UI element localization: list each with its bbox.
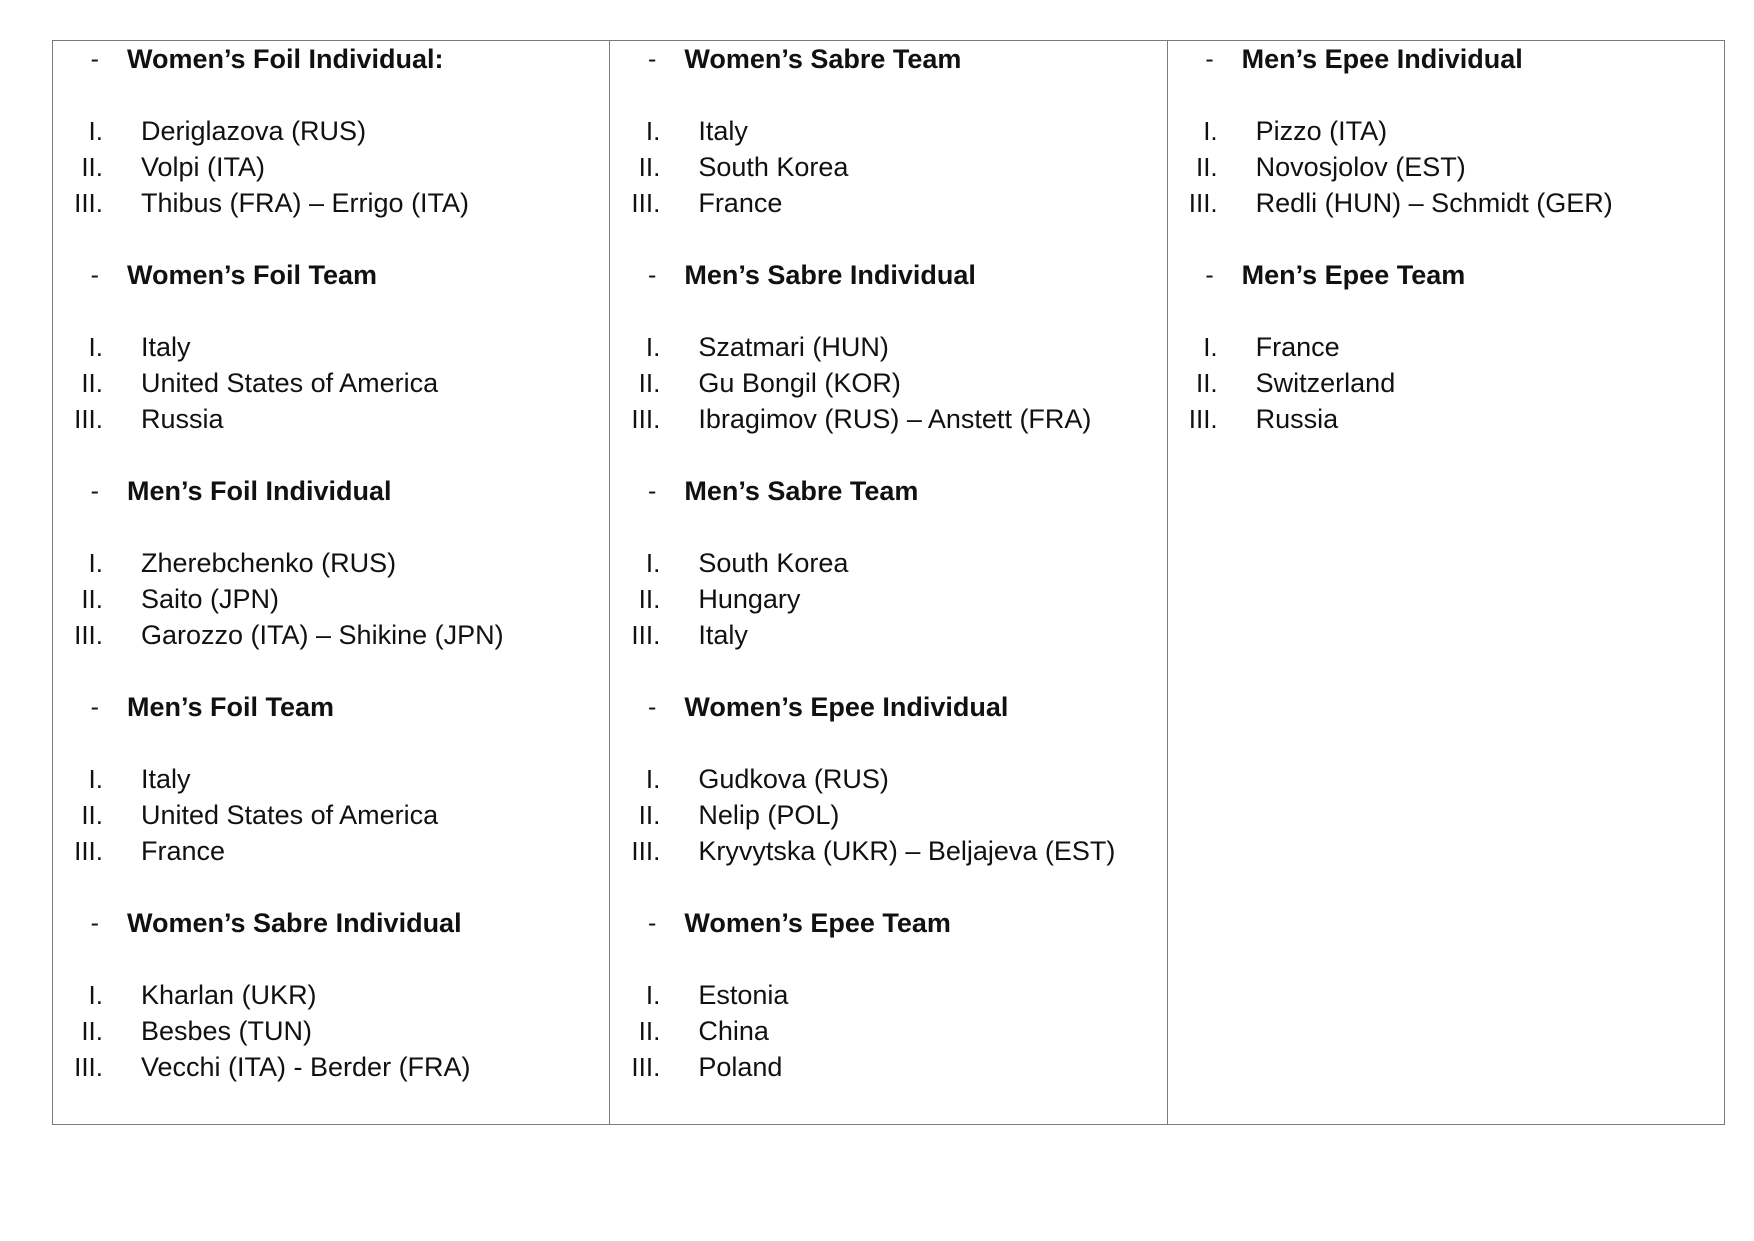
rank-entry: Novosjolov (EST) [1255,151,1466,182]
event-section [53,473,609,653]
rank-numeral: II. [638,1015,661,1046]
event-title: Women’s Epee Individual [684,691,1009,722]
ranking-row [53,797,609,833]
rank-entry: Szatmari (HUN) [698,331,889,362]
rank-entry: France [1255,331,1340,362]
ranking-list [610,977,1166,1085]
rank-entry: Besbes (TUN) [141,1015,313,1046]
ranking-row [610,149,1166,185]
event-heading [610,473,1166,509]
rank-numeral: II. [638,151,661,182]
rank-entry: Italy [698,115,748,146]
ranking-row [53,761,609,797]
bullet-dash: - [648,908,657,937]
event-section [610,473,1166,653]
ranking-row [53,545,609,581]
rank-entry: Italy [141,331,191,362]
event-title: Men’s Sabre Individual [684,259,976,290]
ranking-row [610,545,1166,581]
rank-numeral: II. [1195,367,1218,398]
ranking-row [610,761,1166,797]
rank-numeral: III. [631,187,661,218]
ranking-row [1168,329,1724,365]
rank-entry: Ibragimov (RUS) – Anstett (FRA) [698,403,1092,434]
ranking-list [53,761,609,869]
rank-numeral: III. [631,619,661,650]
event-heading [610,905,1166,941]
ranking-row [53,329,609,365]
rank-entry: Russia [1255,403,1339,434]
rank-entry: Redli (HUN) – Schmidt (GER) [1255,187,1613,218]
rank-entry: Kharlan (UKR) [141,979,317,1010]
rank-numeral: II. [638,367,661,398]
event-heading [610,257,1166,293]
rank-numeral: III. [631,835,661,866]
ranking-list [53,329,609,437]
rank-numeral: III. [74,187,103,218]
rank-numeral: I. [1203,115,1218,146]
event-section [610,257,1166,437]
bullet-dash: - [648,260,657,289]
event-title: Men’s Epee Team [1241,259,1466,290]
rank-numeral: I. [88,115,103,146]
event-section [53,41,609,221]
event-heading [53,41,609,77]
rank-entry: Gu Bongil (KOR) [698,367,901,398]
event-title: Men’s Foil Individual [127,475,392,506]
event-heading [610,41,1166,77]
ranking-row [610,617,1166,653]
event-section [53,905,609,1085]
ranking-list [1168,329,1724,437]
rank-entry: Italy [698,619,748,650]
bullet-dash: - [90,692,99,721]
ranking-row [53,1013,609,1049]
ranking-row [53,185,609,221]
rank-entry: United States of America [141,799,439,830]
event-title: Men’s Foil Team [127,691,335,722]
rank-entry: Zherebchenko (RUS) [141,547,397,578]
event-title: Women’s Epee Team [684,907,951,938]
rank-numeral: I. [88,763,103,794]
rank-numeral: I. [645,979,661,1010]
rank-numeral: III. [74,1051,103,1082]
rank-entry: Pizzo (ITA) [1255,115,1388,146]
bullet-dash: - [90,44,99,73]
bullet-dash: - [648,476,657,505]
ranking-row [53,113,609,149]
rank-numeral: II. [638,799,661,830]
event-heading [1168,257,1724,293]
ranking-row [1168,185,1724,221]
rank-entry: United States of America [141,367,439,398]
rank-entry: Volpi (ITA) [141,151,266,182]
ranking-list [53,977,609,1085]
ranking-list [53,113,609,221]
rank-entry: South Korea [698,151,849,182]
results-column [53,41,609,1124]
event-section [1168,257,1724,437]
event-title: Men’s Sabre Team [684,475,919,506]
results-column [1167,41,1724,1124]
ranking-row [53,977,609,1013]
rank-numeral: I. [88,979,103,1010]
rank-numeral: II. [81,583,103,614]
event-title: Men’s Epee Individual [1241,43,1523,74]
rank-entry: Gudkova (RUS) [698,763,889,794]
ranking-row [53,581,609,617]
ranking-row [610,329,1166,365]
rank-numeral: III. [74,835,103,866]
rank-entry: South Korea [698,547,849,578]
rank-numeral: II. [638,583,661,614]
rank-numeral: I. [645,115,661,146]
rank-entry: Vecchi (ITA) - Berder (FRA) [141,1051,471,1082]
rank-numeral: I. [1203,331,1218,362]
rank-numeral: III. [1188,187,1218,218]
ranking-row [610,797,1166,833]
rank-numeral: II. [81,367,103,398]
rank-entry: Poland [698,1051,783,1082]
bullet-dash: - [648,44,657,73]
rank-entry: Garozzo (ITA) – Shikine (JPN) [141,619,504,650]
ranking-row [1168,113,1724,149]
rank-entry: Thibus (FRA) – Errigo (ITA) [141,187,470,218]
rank-entry: Hungary [698,583,801,614]
rank-numeral: I. [645,331,661,362]
rank-numeral: II. [81,1015,103,1046]
results-table [52,40,1725,1125]
bullet-dash: - [90,260,99,289]
bullet-dash: - [1205,260,1214,289]
rank-entry: Italy [141,763,191,794]
event-heading [53,257,609,293]
ranking-row [1168,149,1724,185]
rank-numeral: II. [81,799,103,830]
ranking-row [610,977,1166,1013]
event-heading [53,905,609,941]
rank-entry: Kryvytska (UKR) – Beljajeva (EST) [698,835,1116,866]
rank-entry: Estonia [698,979,789,1010]
ranking-row [53,617,609,653]
rank-numeral: I. [645,547,661,578]
rank-entry: France [141,835,226,866]
ranking-list [610,329,1166,437]
results-column [609,41,1166,1124]
ranking-row [610,1013,1166,1049]
bullet-dash: - [90,908,99,937]
rank-entry: China [698,1015,769,1046]
rank-numeral: III. [74,403,103,434]
event-title: Women’s Foil Individual: [127,43,444,74]
event-section [610,689,1166,869]
event-title: Women’s Sabre Team [684,43,962,74]
ranking-row [53,833,609,869]
ranking-row [53,401,609,437]
ranking-row [53,365,609,401]
rank-entry: France [698,187,783,218]
event-heading [53,689,609,725]
ranking-list [1168,113,1724,221]
event-section [610,905,1166,1085]
event-section [53,689,609,869]
rank-numeral: III. [74,619,103,650]
ranking-row [1168,401,1724,437]
event-title: Women’s Sabre Individual [127,907,462,938]
event-heading [53,473,609,509]
event-section [610,41,1166,221]
rank-numeral: I. [645,763,661,794]
rank-numeral: II. [81,151,103,182]
event-heading [1168,41,1724,77]
bullet-dash: - [1205,44,1214,73]
ranking-row [1168,365,1724,401]
ranking-row [610,365,1166,401]
ranking-row [53,1049,609,1085]
ranking-row [610,185,1166,221]
rank-numeral: II. [1195,151,1218,182]
rank-numeral: III. [631,403,661,434]
ranking-list [610,545,1166,653]
ranking-row [610,833,1166,869]
ranking-row [53,149,609,185]
rank-entry: Russia [141,403,224,434]
rank-numeral: III. [1188,403,1218,434]
event-section [1168,41,1724,221]
rank-entry: Switzerland [1255,367,1396,398]
rank-numeral: I. [88,547,103,578]
bullet-dash: - [90,476,99,505]
ranking-row [610,581,1166,617]
rank-numeral: I. [88,331,103,362]
event-title: Women’s Foil Team [127,259,378,290]
ranking-list [610,113,1166,221]
rank-entry: Saito (JPN) [141,583,280,614]
event-section [53,257,609,437]
ranking-row [610,401,1166,437]
event-heading [610,689,1166,725]
ranking-row [610,113,1166,149]
ranking-list [610,761,1166,869]
rank-entry: Nelip (POL) [698,799,840,830]
rank-numeral: III. [631,1051,661,1082]
ranking-list [53,545,609,653]
bullet-dash: - [648,692,657,721]
ranking-row [610,1049,1166,1085]
rank-entry: Deriglazova (RUS) [141,115,367,146]
